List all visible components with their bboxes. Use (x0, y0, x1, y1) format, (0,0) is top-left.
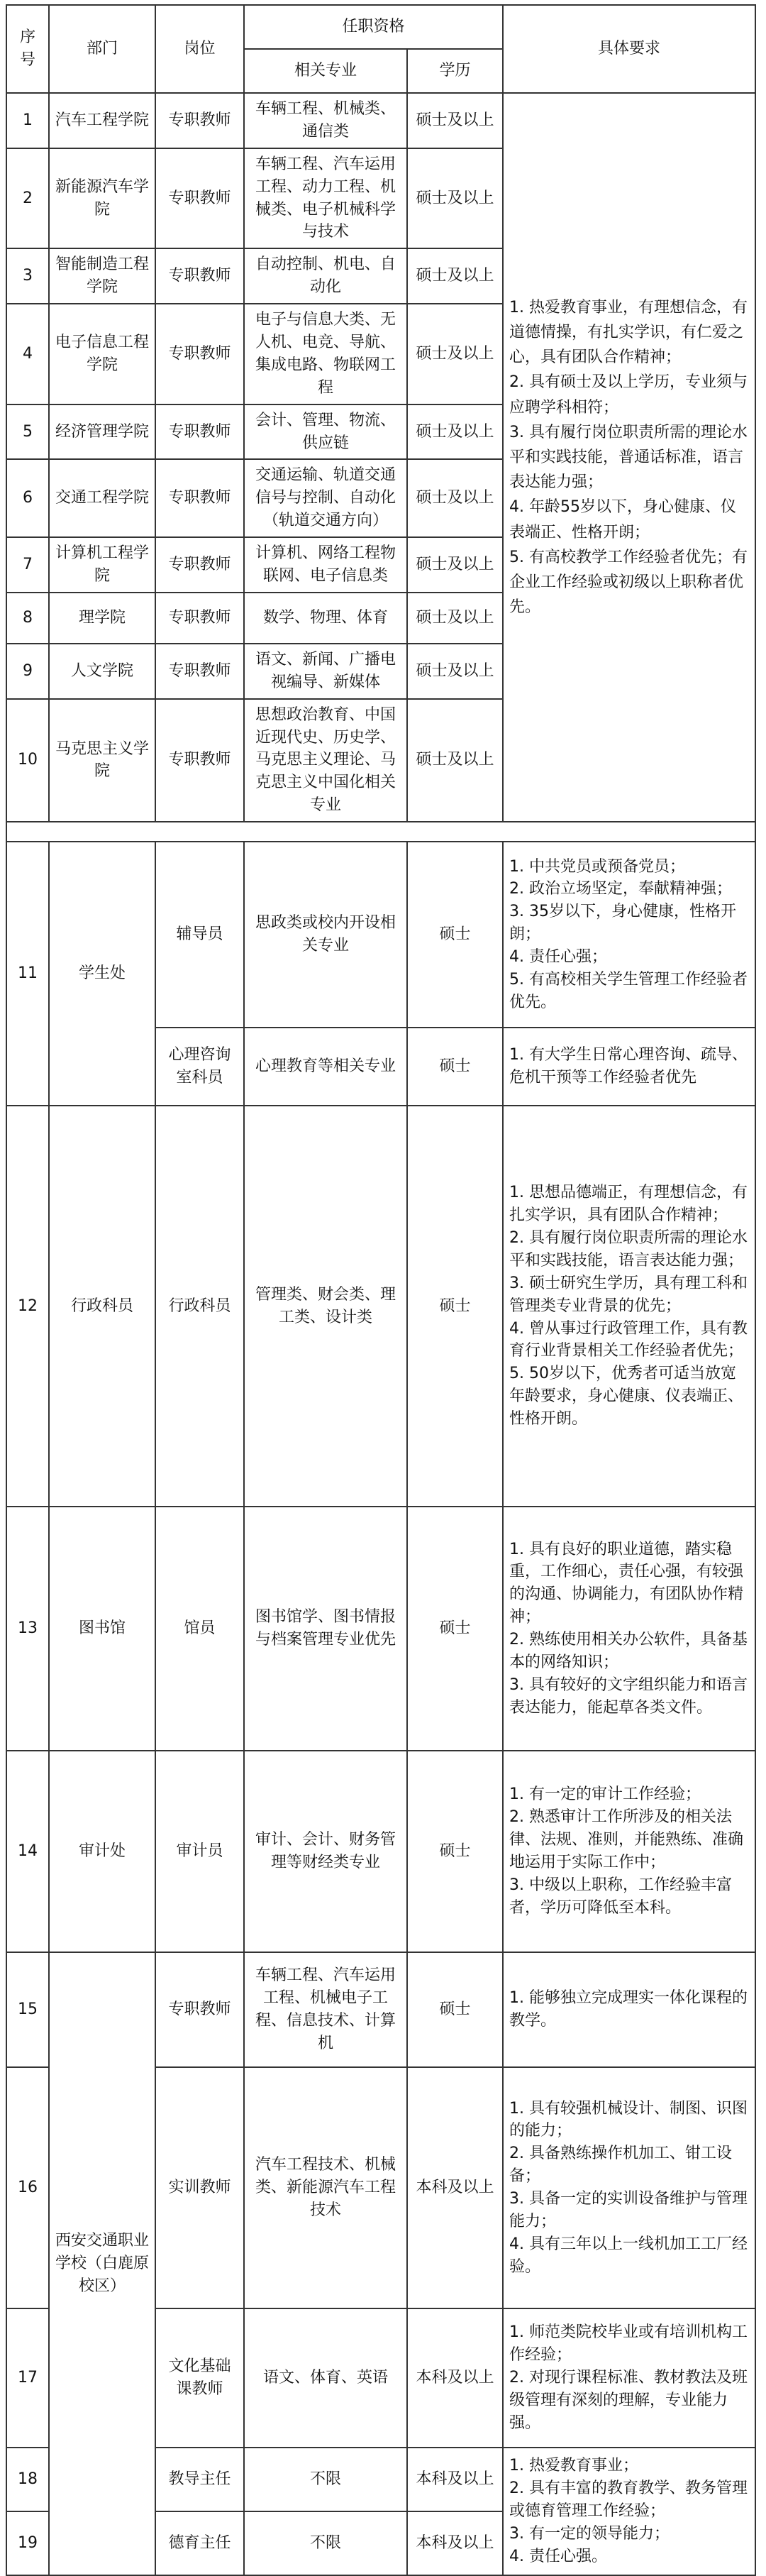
requirement-item: 3. 具有履行岗位职责所需的理论水平和实践技能，普通话标准，语言表达能力强； (509, 423, 748, 492)
row-post: 德育主任 (155, 2511, 244, 2575)
requirement-item: 1. 具有良好的职业道德，踏实稳重，工作细心，责任心强，有较强的沟通、协调能力，有团队协作精神； (509, 1540, 744, 1626)
row-post: 辅导员 (155, 842, 244, 1028)
row-major: 车辆工程、机械类、通信类 (244, 93, 407, 148)
header-degree: 学历 (407, 49, 503, 93)
row-post: 馆员 (155, 1507, 244, 1751)
table-row (6, 1952, 755, 2067)
row-requirements (503, 2067, 755, 2308)
row-major: 思想政治教育、中国近现代史、历史学、马克思主义理论、马克思主义中国化相关专业 (244, 699, 407, 822)
row-seq: 8 (6, 593, 49, 644)
row-post: 专职教师 (155, 1952, 244, 2067)
row-requirements (503, 1751, 755, 1952)
row-degree: 本科及以上 (407, 2308, 503, 2448)
header-dept: 部门 (49, 5, 155, 93)
row-seq: 7 (6, 537, 49, 593)
row-major: 会计、管理、物流、供应链 (244, 404, 407, 460)
row-seq: 18 (6, 2448, 49, 2511)
requirement-item: 1. 师范类院校毕业或有培训机构工作经验； (509, 2323, 748, 2365)
row-degree: 硕士及以上 (407, 644, 503, 699)
row-seq: 17 (6, 2308, 49, 2448)
table-row (6, 842, 755, 1028)
row-major: 车辆工程、汽车运用工程、机械电子工程、信息技术、计算机 (244, 1952, 407, 2067)
row-dept: 交通工程学院 (49, 459, 155, 537)
row-major: 不限 (244, 2448, 407, 2511)
row-degree: 本科及以上 (407, 2448, 503, 2511)
row-post: 教导主任 (155, 2448, 244, 2511)
section-separator (6, 822, 755, 842)
row-dept: 计算机工程学院 (49, 537, 155, 593)
row-seq: 3 (6, 248, 49, 304)
row-major: 汽车工程技术、机械类、新能源汽车工程技术 (244, 2067, 407, 2308)
row-post: 专职教师 (155, 593, 244, 644)
row-seq: 10 (6, 699, 49, 822)
row-degree: 本科及以上 (407, 2067, 503, 2308)
header-qualification: 任职资格 (244, 5, 503, 49)
row-major: 审计、会计、财务管理等财经类专业 (244, 1751, 407, 1952)
row-major: 车辆工程、汽车运用工程、动力工程、机械类、电子机械科学与技术 (244, 148, 407, 249)
row-major: 图书馆学、图书情报与档案管理专业优先 (244, 1507, 407, 1751)
header-row-1 (6, 5, 755, 49)
requirement-item: 5. 有高校教学工作经验者优先；有企业工作经验或初级以上职称者优先。 (509, 548, 748, 617)
row-post: 行政科员 (155, 1106, 244, 1507)
requirement-item: 2. 政治立场坚定，奉献精神强； (509, 880, 732, 898)
row-degree: 硕士 (407, 1507, 503, 1751)
row-seq: 12 (6, 1106, 49, 1507)
row-seq: 13 (6, 1507, 49, 1751)
row-post: 专职教师 (155, 404, 244, 460)
row-degree: 硕士及以上 (407, 148, 503, 249)
row-seq: 2 (6, 148, 49, 249)
row-dept: 西安交通职业学校（白鹿原校区） (49, 1952, 155, 2575)
requirement-item: 3. 硕士研究生学历，具有理工科和管理类专业背景的优先； (509, 1274, 748, 1315)
row-dept: 审计处 (49, 1751, 155, 1952)
separator-cell (6, 822, 755, 842)
requirement-item: 3. 中级以上职称，工作经验丰富者，学历可降低至本科。 (509, 1876, 732, 1917)
row-dept: 行政科员 (49, 1106, 155, 1507)
row-dept: 经济管理学院 (49, 404, 155, 460)
table-row (6, 1106, 755, 1507)
row-requirements (503, 1952, 755, 2067)
row-major: 电子与信息大类、无人机、电竞、导航、集成电路、物联网工程 (244, 304, 407, 404)
row-post: 审计员 (155, 1751, 244, 1952)
requirement-item: 1. 有大学生日常心理咨询、疏导、危机干预等工作经验者优先 (509, 1046, 748, 1087)
row-dept: 马克思主义学院 (49, 699, 155, 822)
row-dept: 新能源汽车学院 (49, 148, 155, 249)
row-requirements (503, 1106, 755, 1507)
row-degree: 硕士 (407, 1751, 503, 1952)
row-dept: 智能制造工程学院 (49, 248, 155, 304)
row-post: 专职教师 (155, 459, 244, 537)
row-seq: 9 (6, 644, 49, 699)
requirement-item: 3. 有一定的领导能力； (509, 2525, 670, 2543)
row-post: 专职教师 (155, 248, 244, 304)
row-dept: 电子信息工程学院 (49, 304, 155, 404)
row-degree: 硕士及以上 (407, 93, 503, 148)
row-degree: 硕士 (407, 1952, 503, 2067)
shared-requirements (503, 93, 755, 822)
row-major: 语文、新闻、广播电视编导、新媒体 (244, 644, 407, 699)
recruitment-table (6, 4, 756, 2576)
row-major: 交通运输、轨道交通信号与控制、自动化（轨道交通方向） (244, 459, 407, 537)
row-degree: 硕士及以上 (407, 593, 503, 644)
requirement-item: 1. 中共党员或预备党员； (509, 857, 685, 876)
row-major: 不限 (244, 2511, 407, 2575)
table-row (6, 1751, 755, 1952)
requirement-item: 2. 熟悉审计工作所涉及的相关法律、法规、准则，并能熟练、准确地运用于实际工作中； (509, 1808, 744, 1872)
row-requirements (503, 1507, 755, 1751)
row-degree: 硕士及以上 (407, 404, 503, 460)
row-dept: 汽车工程学院 (49, 93, 155, 148)
row-post: 专职教师 (155, 699, 244, 822)
row-degree: 硕士及以上 (407, 537, 503, 593)
row-major: 计算机、网络工程物联网、电子信息类 (244, 537, 407, 593)
row-seq: 14 (6, 1751, 49, 1952)
row-post: 专职教师 (155, 644, 244, 699)
row-requirements (503, 2448, 755, 2575)
row-post: 专职教师 (155, 304, 244, 404)
row-dept: 人文学院 (49, 644, 155, 699)
row-post: 实训教师 (155, 2067, 244, 2308)
row-post: 专职教师 (155, 93, 244, 148)
row-degree: 硕士及以上 (407, 248, 503, 304)
row-major: 心理教育等相关专业 (244, 1028, 407, 1106)
requirement-item: 3. 35岁以下，身心健康，性格开朗； (509, 903, 736, 944)
row-seq: 4 (6, 304, 49, 404)
requirement-item: 1. 热爱教育事业； (509, 2457, 638, 2475)
row-dept: 图书馆 (49, 1507, 155, 1751)
row-seq: 11 (6, 842, 49, 1106)
row-degree: 硕士 (407, 1028, 503, 1106)
row-seq: 15 (6, 1952, 49, 2067)
requirement-item: 4. 年龄55岁以下，身心健康、仪表端正、性格开朗； (509, 498, 736, 541)
row-requirements (503, 842, 755, 1028)
row-dept: 理学院 (49, 593, 155, 644)
requirement-item: 4. 责任心强； (509, 948, 607, 967)
requirement-item: 2. 具有履行岗位职责所需的理论水平和实践技能，语言表达能力强； (509, 1229, 748, 1270)
row-seq: 5 (6, 404, 49, 460)
requirement-item: 1. 热爱教育事业，有理想信念，有道德情操，有扎实学识，有仁爱之心，具有团队合作精神； (509, 298, 748, 367)
requirement-item: 2. 具有硕士及以上学历，专业须与应聘学科相符； (509, 373, 748, 417)
row-seq: 1 (6, 93, 49, 148)
row-major: 语文、体育、英语 (244, 2308, 407, 2448)
row-requirements (503, 2308, 755, 2448)
row-post: 心理咨询室科员 (155, 1028, 244, 1106)
requirement-item: 3. 具备一定的实训设备维护与管理能力； (509, 2190, 748, 2231)
requirement-item: 1. 思想品德端正，有理想信念，有扎实学识，具有团队合作精神； (509, 1184, 748, 1225)
header-major: 相关专业 (244, 49, 407, 93)
row-seq: 16 (6, 2067, 49, 2308)
row-degree: 硕士 (407, 842, 503, 1028)
requirement-item: 1. 具有较强机械设计、制图、识图的能力； (509, 2099, 748, 2140)
requirement-item: 4. 具有三年以上一线机加工工厂经验。 (509, 2235, 748, 2276)
row-degree: 硕士及以上 (407, 459, 503, 537)
table-row (6, 1507, 755, 1751)
row-major: 数学、物理、体育 (244, 593, 407, 644)
header-requirements: 具体要求 (503, 5, 755, 93)
requirement-item: 2. 熟练使用相关办公软件，具备基本的网络知识； (509, 1631, 748, 1672)
row-dept: 学生处 (49, 842, 155, 1106)
row-seq: 19 (6, 2511, 49, 2575)
row-post: 专职教师 (155, 148, 244, 249)
requirement-item: 5. 50岁以下，优秀者可适当放宽年龄要求，身心健康、仪表端正、性格开朗。 (509, 1365, 744, 1429)
requirement-item: 4. 曾从事过行政管理工作，具有教育行业背景相关工作经验者优先； (509, 1319, 748, 1360)
row-seq: 6 (6, 459, 49, 537)
table-row (6, 93, 755, 148)
row-requirements (503, 1028, 755, 1106)
row-post: 专职教师 (155, 537, 244, 593)
requirement-item: 1. 能够独立完成理实一体化课程的教学。 (509, 1989, 748, 2030)
requirement-item: 5. 有高校相关学生管理工作经验者优先。 (509, 970, 748, 1011)
requirement-item: 2. 具备熟练操作机加工、钳工设备； (509, 2145, 732, 2186)
row-degree: 硕士 (407, 1106, 503, 1507)
header-seq: 序号 (6, 5, 49, 93)
requirement-item: 3. 具有较好的文字组织能力和语言表达能力，能起草各类文件。 (509, 1675, 748, 1717)
row-major: 自动控制、机电、自动化 (244, 248, 407, 304)
row-major: 管理类、财会类、理工类、设计类 (244, 1106, 407, 1507)
header-post: 岗位 (155, 5, 244, 93)
requirement-item: 1. 有一定的审计工作经验； (509, 1785, 701, 1804)
requirement-item: 2. 具有丰富的教育教学、教务管理或德育管理工作经验； (509, 2479, 748, 2521)
row-degree: 本科及以上 (407, 2511, 503, 2575)
row-post: 文化基础课教师 (155, 2308, 244, 2448)
requirement-item: 4. 责任心强。 (509, 2547, 607, 2565)
row-degree: 硕士及以上 (407, 699, 503, 822)
row-major: 思政类或校内开设相关专业 (244, 842, 407, 1028)
row-degree: 硕士及以上 (407, 304, 503, 404)
requirement-item: 2. 对现行课程标准、教材教法及班级管理有深刻的理解，专业能力强。 (509, 2369, 748, 2432)
